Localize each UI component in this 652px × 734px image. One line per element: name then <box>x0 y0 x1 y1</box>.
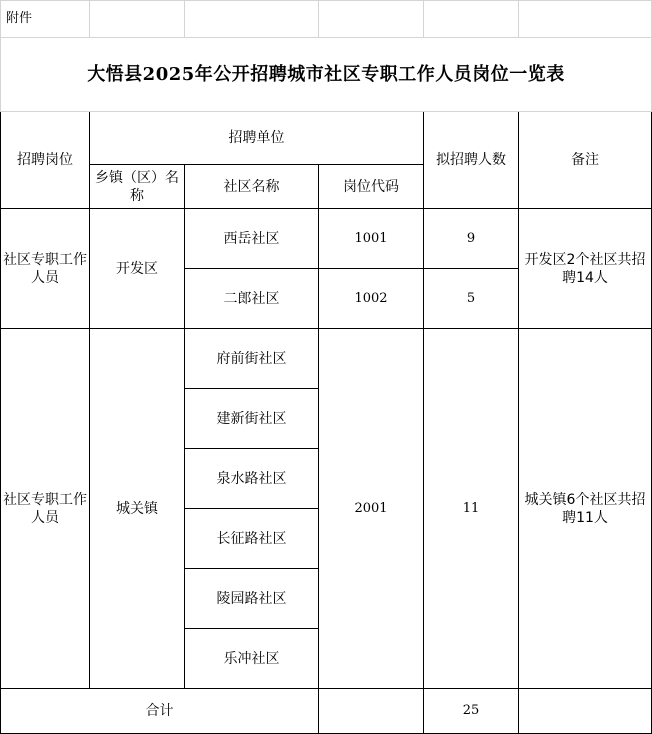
total-remark-empty <box>519 689 652 734</box>
code-cell: 1002 <box>319 269 424 329</box>
group1-position-text: 社区专职工作人员 <box>3 251 87 286</box>
header-town <box>90 165 185 209</box>
table-title: 大悟县2025年公开招聘城市社区专职工作人员岗位一览表 <box>1 38 652 112</box>
group1-remark-text: 开发区2个社区共招聘14人 <box>524 251 646 286</box>
group1-position <box>1 209 90 329</box>
header-count: 拟招聘人数 <box>424 112 519 209</box>
community-cell: 西岳社区 <box>185 209 319 269</box>
header-remark: 备注 <box>519 112 652 209</box>
empty-cell <box>424 1 519 38</box>
group1-remark <box>519 209 652 329</box>
header-code: 岗位代码 <box>319 165 424 209</box>
count-cell: 5 <box>424 269 519 329</box>
group2-remark-text: 城关镇6个社区共招聘11人 <box>524 491 646 526</box>
community-cell: 建新街社区 <box>185 389 319 449</box>
community-cell: 二郎社区 <box>185 269 319 329</box>
group1-town: 开发区 <box>90 209 185 329</box>
community-cell: 长征路社区 <box>185 509 319 569</box>
header-community: 社区名称 <box>185 165 319 209</box>
code-cell: 1001 <box>319 209 424 269</box>
group2-position <box>1 329 90 689</box>
community-cell: 泉水路社区 <box>185 449 319 509</box>
count-cell: 9 <box>424 209 519 269</box>
total-code-empty <box>319 689 424 734</box>
group2-town: 城关镇 <box>90 329 185 689</box>
header-unit: 招聘单位 <box>90 112 424 165</box>
total-count: 25 <box>424 689 519 734</box>
group2-position-text: 社区专职工作人员 <box>3 491 87 526</box>
attachment-label: 附件 <box>1 1 90 38</box>
community-cell: 乐冲社区 <box>185 629 319 689</box>
empty-cell <box>90 1 185 38</box>
empty-cell <box>519 1 652 38</box>
group2-count: 11 <box>424 329 519 689</box>
header-town-text: 乡镇（区）名称 <box>95 169 179 204</box>
header-position: 招聘岗位 <box>1 112 90 209</box>
empty-cell <box>185 1 319 38</box>
community-cell: 陵园路社区 <box>185 569 319 629</box>
community-cell: 府前街社区 <box>185 329 319 389</box>
group2-remark <box>519 329 652 689</box>
group2-code: 2001 <box>319 329 424 689</box>
empty-cell <box>319 1 424 38</box>
total-label: 合计 <box>1 689 319 734</box>
